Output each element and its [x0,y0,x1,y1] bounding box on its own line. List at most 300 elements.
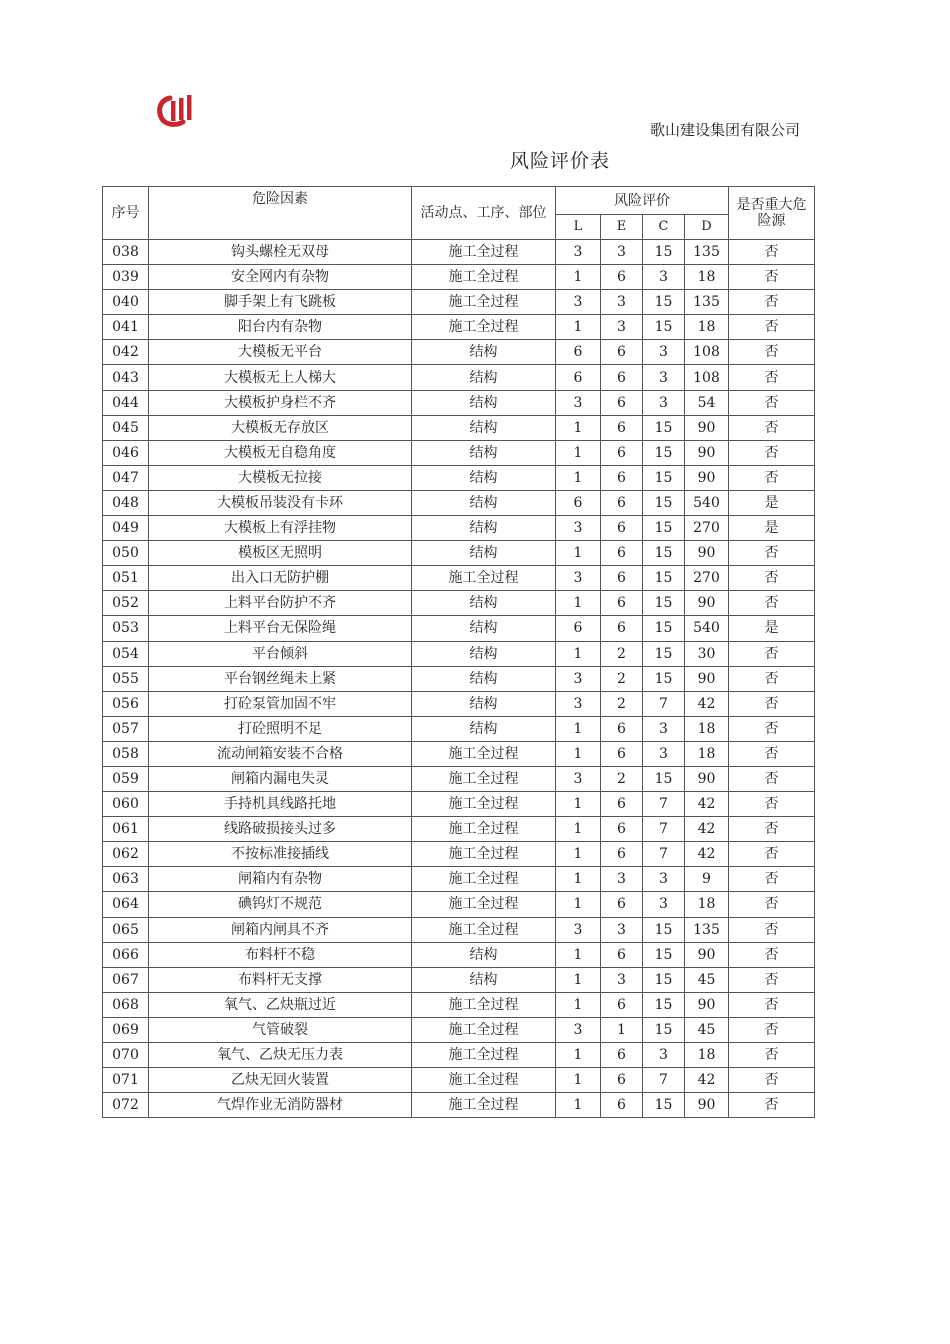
cell-C: 15 [643,516,685,541]
cell-no: 063 [103,867,149,892]
cell-major-hazard: 否 [729,365,815,390]
cell-hazard: 打砼照明不足 [149,716,412,741]
cell-hazard: 大模板无存放区 [149,415,412,440]
col-header-D: D [685,215,729,240]
cell-no: 059 [103,766,149,791]
cell-major-hazard: 否 [729,766,815,791]
cell-no: 049 [103,516,149,541]
cell-D: 90 [685,465,729,490]
cell-no: 041 [103,315,149,340]
cell-hazard: 上料平台无保险绳 [149,616,412,641]
page-title: 风险评价表 [509,150,610,172]
cell-major-hazard: 否 [729,716,815,741]
cell-hazard: 闸箱内漏电失灵 [149,766,412,791]
cell-major-hazard: 否 [729,415,815,440]
cell-D: 135 [685,240,729,265]
cell-E: 6 [601,465,643,490]
cell-E: 2 [601,766,643,791]
cell-D: 540 [685,616,729,641]
cell-L: 1 [556,440,601,465]
cell-D: 18 [685,892,729,917]
cell-major-hazard: 否 [729,465,815,490]
cell-C: 15 [643,541,685,566]
table-row [103,390,815,415]
cell-activity: 结构 [412,516,556,541]
col-header-major-hazard: 是否重大危险源 [729,187,815,240]
cell-L: 6 [556,365,601,390]
cell-C: 3 [643,716,685,741]
cell-L: 1 [556,967,601,992]
cell-C: 7 [643,792,685,817]
cell-D: 90 [685,942,729,967]
cell-L: 1 [556,716,601,741]
cell-L: 1 [556,1093,601,1118]
cell-E: 3 [601,240,643,265]
cell-major-hazard: 否 [729,967,815,992]
cell-major-hazard: 否 [729,1068,815,1093]
cell-D: 18 [685,265,729,290]
cell-activity: 结构 [412,666,556,691]
cell-activity: 施工全过程 [412,842,556,867]
cell-C: 15 [643,666,685,691]
table-row [103,265,815,290]
cell-C: 7 [643,842,685,867]
cell-major-hazard: 否 [729,917,815,942]
cell-L: 3 [556,666,601,691]
col-header-activity: 活动点、工序、部位 [412,187,556,240]
cell-no: 054 [103,641,149,666]
cell-hazard: 大模板无平台 [149,340,412,365]
cell-D: 45 [685,967,729,992]
cell-activity: 结构 [412,390,556,415]
cell-hazard: 安全网内有杂物 [149,265,412,290]
table-row [103,465,815,490]
cell-no: 058 [103,741,149,766]
cell-D: 90 [685,591,729,616]
cell-activity: 结构 [412,942,556,967]
col-header-hazard: 危险因素 [149,187,412,240]
cell-activity: 结构 [412,691,556,716]
table-row [103,591,815,616]
cell-L: 1 [556,415,601,440]
cell-activity: 结构 [412,340,556,365]
cell-major-hazard: 否 [729,691,815,716]
cell-E: 3 [601,867,643,892]
cell-D: 42 [685,817,729,842]
cell-hazard: 平台倾斜 [149,641,412,666]
cell-activity: 施工全过程 [412,992,556,1017]
cell-E: 6 [601,541,643,566]
cell-hazard: 氧气、乙炔瓶过近 [149,992,412,1017]
cell-activity: 施工全过程 [412,917,556,942]
cell-activity: 结构 [412,541,556,566]
cell-activity: 施工全过程 [412,1017,556,1042]
cell-C: 15 [643,290,685,315]
cell-no: 065 [103,917,149,942]
cell-no: 043 [103,365,149,390]
cell-major-hazard: 否 [729,591,815,616]
cell-E: 6 [601,390,643,415]
cell-C: 7 [643,1068,685,1093]
table-row [103,1043,815,1068]
cell-no: 069 [103,1017,149,1042]
cell-major-hazard: 否 [729,290,815,315]
table-row [103,867,815,892]
cell-L: 3 [556,691,601,716]
table-row [103,917,815,942]
cell-no: 064 [103,892,149,917]
table-row [103,967,815,992]
cell-L: 1 [556,465,601,490]
table-row [103,290,815,315]
cell-no: 053 [103,616,149,641]
cell-major-hazard: 否 [729,566,815,591]
cell-E: 6 [601,942,643,967]
cell-activity: 结构 [412,616,556,641]
table-row [103,942,815,967]
cell-no: 067 [103,967,149,992]
cell-L: 6 [556,340,601,365]
cell-activity: 结构 [412,365,556,390]
cell-no: 045 [103,415,149,440]
cell-D: 90 [685,440,729,465]
cell-E: 2 [601,666,643,691]
col-header-no: 序号 [103,187,149,240]
cell-E: 2 [601,691,643,716]
cell-L: 3 [556,566,601,591]
cell-activity: 结构 [412,440,556,465]
cell-major-hazard: 否 [729,390,815,415]
cell-no: 040 [103,290,149,315]
table-row [103,1017,815,1042]
cell-activity: 施工全过程 [412,566,556,591]
cell-L: 1 [556,315,601,340]
cell-L: 1 [556,842,601,867]
cell-activity: 施工全过程 [412,892,556,917]
table-row [103,490,815,515]
table-row [103,741,815,766]
cell-activity: 结构 [412,641,556,666]
cell-hazard: 阳台内有杂物 [149,315,412,340]
cell-L: 1 [556,942,601,967]
cell-major-hazard: 否 [729,741,815,766]
cell-L: 1 [556,591,601,616]
cell-E: 6 [601,340,643,365]
cell-E: 6 [601,365,643,390]
cell-L: 3 [556,390,601,415]
cell-activity: 施工全过程 [412,792,556,817]
cell-E: 2 [601,641,643,666]
cell-no: 062 [103,842,149,867]
table-row [103,842,815,867]
cell-no: 056 [103,691,149,716]
cell-C: 15 [643,490,685,515]
cell-no: 048 [103,490,149,515]
cell-no: 068 [103,992,149,1017]
cell-E: 6 [601,992,643,1017]
cell-major-hazard: 否 [729,1017,815,1042]
cell-no: 051 [103,566,149,591]
cell-D: 90 [685,415,729,440]
cell-D: 135 [685,917,729,942]
cell-activity: 施工全过程 [412,766,556,791]
table-row [103,516,815,541]
cell-L: 3 [556,240,601,265]
cell-hazard: 乙炔无回火装置 [149,1068,412,1093]
col-header-C: C [643,215,685,240]
cell-E: 6 [601,566,643,591]
cell-hazard: 大模板上有浮挂物 [149,516,412,541]
cell-D: 270 [685,516,729,541]
cell-hazard: 碘钨灯不规范 [149,892,412,917]
cell-L: 1 [556,741,601,766]
cell-no: 050 [103,541,149,566]
cell-activity: 施工全过程 [412,1068,556,1093]
cell-D: 135 [685,290,729,315]
cell-hazard: 大模板无上人梯大 [149,365,412,390]
table-row [103,792,815,817]
cell-E: 6 [601,440,643,465]
cell-activity: 结构 [412,967,556,992]
cell-no: 071 [103,1068,149,1093]
cell-major-hazard: 否 [729,1093,815,1118]
cell-activity: 施工全过程 [412,1093,556,1118]
cell-C: 15 [643,591,685,616]
cell-major-hazard: 否 [729,992,815,1017]
cell-C: 3 [643,1043,685,1068]
table-row [103,766,815,791]
cell-activity: 施工全过程 [412,290,556,315]
cell-activity: 结构 [412,716,556,741]
cell-D: 108 [685,365,729,390]
cell-C: 15 [643,616,685,641]
cell-major-hazard: 否 [729,641,815,666]
company-name: 歌山建设集团有限公司 [649,121,800,139]
cell-no: 046 [103,440,149,465]
cell-C: 7 [643,817,685,842]
cell-C: 15 [643,415,685,440]
cell-E: 6 [601,892,643,917]
cell-D: 18 [685,741,729,766]
cell-C: 15 [643,766,685,791]
col-header-evaluation: 风险评价 [556,187,729,215]
cell-E: 6 [601,516,643,541]
cell-hazard: 气管破裂 [149,1017,412,1042]
cell-D: 18 [685,716,729,741]
cell-major-hazard: 否 [729,942,815,967]
cell-E: 1 [601,1017,643,1042]
cell-hazard: 钩头螺栓无双母 [149,240,412,265]
cell-C: 15 [643,917,685,942]
cell-L: 1 [556,641,601,666]
cell-major-hazard: 是 [729,516,815,541]
cell-C: 15 [643,1017,685,1042]
cell-L: 3 [556,1017,601,1042]
table-row [103,566,815,591]
col-header-L: L [556,215,601,240]
cell-L: 1 [556,817,601,842]
cell-activity: 结构 [412,490,556,515]
cell-E: 6 [601,591,643,616]
cell-hazard: 闸箱内闸具不齐 [149,917,412,942]
cell-major-hazard: 否 [729,892,815,917]
cell-hazard: 打砼泵管加固不牢 [149,691,412,716]
cell-no: 060 [103,792,149,817]
table-row [103,240,815,265]
cell-no: 044 [103,390,149,415]
table-row [103,666,815,691]
cell-E: 6 [601,1093,643,1118]
cell-C: 15 [643,315,685,340]
cell-E: 6 [601,265,643,290]
table-row [103,340,815,365]
cell-D: 18 [685,1043,729,1068]
cell-hazard: 布料杆不稳 [149,942,412,967]
cell-L: 1 [556,867,601,892]
cell-D: 90 [685,666,729,691]
cell-C: 15 [643,465,685,490]
cell-C: 15 [643,942,685,967]
cell-E: 6 [601,490,643,515]
cell-hazard: 氧气、乙炔无压力表 [149,1043,412,1068]
table-row [103,716,815,741]
cell-D: 270 [685,566,729,591]
cell-C: 15 [643,1093,685,1118]
cell-no: 038 [103,240,149,265]
cell-hazard: 手持机具线路托地 [149,792,412,817]
cell-hazard: 大模板护身栏不齐 [149,390,412,415]
cell-D: 108 [685,340,729,365]
cell-D: 90 [685,1093,729,1118]
cell-C: 15 [643,566,685,591]
cell-E: 6 [601,1043,643,1068]
cell-hazard: 闸箱内有杂物 [149,867,412,892]
table-row [103,365,815,390]
risk-evaluation-table [102,186,815,1118]
cell-L: 3 [556,516,601,541]
cell-no: 042 [103,340,149,365]
table-row [103,616,815,641]
table-row [103,992,815,1017]
cell-hazard: 气焊作业无消防器材 [149,1093,412,1118]
cell-E: 6 [601,792,643,817]
cell-L: 1 [556,992,601,1017]
cell-no: 039 [103,265,149,290]
cell-D: 90 [685,766,729,791]
cell-C: 3 [643,265,685,290]
cell-no: 057 [103,716,149,741]
cell-C: 15 [643,967,685,992]
cell-activity: 结构 [412,591,556,616]
cell-D: 54 [685,390,729,415]
col-header-E: E [601,215,643,240]
cell-C: 3 [643,892,685,917]
table-row [103,892,815,917]
cell-E: 3 [601,315,643,340]
cell-major-hazard: 否 [729,440,815,465]
table-body [103,240,815,1118]
cell-major-hazard: 否 [729,1043,815,1068]
cell-D: 42 [685,792,729,817]
cell-major-hazard: 否 [729,792,815,817]
cell-activity: 施工全过程 [412,867,556,892]
cell-D: 90 [685,992,729,1017]
cell-activity: 施工全过程 [412,817,556,842]
cell-activity: 施工全过程 [412,1043,556,1068]
cell-C: 3 [643,867,685,892]
table-row [103,817,815,842]
cell-no: 055 [103,666,149,691]
cell-D: 90 [685,541,729,566]
cell-activity: 施工全过程 [412,741,556,766]
cell-E: 6 [601,616,643,641]
cell-C: 7 [643,691,685,716]
cell-E: 6 [601,817,643,842]
cell-hazard: 不按标准接插线 [149,842,412,867]
cell-hazard: 大模板吊装没有卡环 [149,490,412,515]
cell-D: 42 [685,1068,729,1093]
cell-major-hazard: 否 [729,867,815,892]
cell-hazard: 大模板无拉接 [149,465,412,490]
cell-hazard: 平台钢丝绳未上紧 [149,666,412,691]
cell-hazard: 布料杆无支撑 [149,967,412,992]
cell-major-hazard: 否 [729,541,815,566]
cell-no: 072 [103,1093,149,1118]
cell-major-hazard: 否 [729,315,815,340]
cell-hazard: 流动闸箱安装不合格 [149,741,412,766]
cell-major-hazard: 否 [729,240,815,265]
cell-no: 047 [103,465,149,490]
cell-hazard: 模板区无照明 [149,541,412,566]
cell-major-hazard: 是 [729,490,815,515]
cell-L: 3 [556,917,601,942]
cell-E: 6 [601,1068,643,1093]
cell-L: 1 [556,1043,601,1068]
cell-major-hazard: 是 [729,616,815,641]
table-row [103,1068,815,1093]
cell-hazard: 大模板无自稳角度 [149,440,412,465]
cell-C: 3 [643,390,685,415]
cell-L: 1 [556,792,601,817]
cell-major-hazard: 否 [729,842,815,867]
table-row [103,440,815,465]
cell-L: 3 [556,290,601,315]
cell-E: 6 [601,741,643,766]
cell-C: 3 [643,365,685,390]
table-row [103,641,815,666]
cell-D: 540 [685,490,729,515]
cell-L: 1 [556,1068,601,1093]
cell-C: 15 [643,992,685,1017]
cell-C: 3 [643,340,685,365]
cell-L: 1 [556,892,601,917]
cell-E: 6 [601,415,643,440]
cell-no: 052 [103,591,149,616]
cell-hazard: 出入口无防护棚 [149,566,412,591]
cell-L: 3 [556,766,601,791]
cell-activity: 施工全过程 [412,315,556,340]
cell-L: 6 [556,490,601,515]
cell-no: 066 [103,942,149,967]
cell-activity: 结构 [412,465,556,490]
cell-major-hazard: 否 [729,666,815,691]
table-row [103,315,815,340]
cell-hazard: 上料平台防护不齐 [149,591,412,616]
cell-no: 070 [103,1043,149,1068]
cell-L: 6 [556,616,601,641]
cell-D: 30 [685,641,729,666]
cell-C: 3 [643,741,685,766]
